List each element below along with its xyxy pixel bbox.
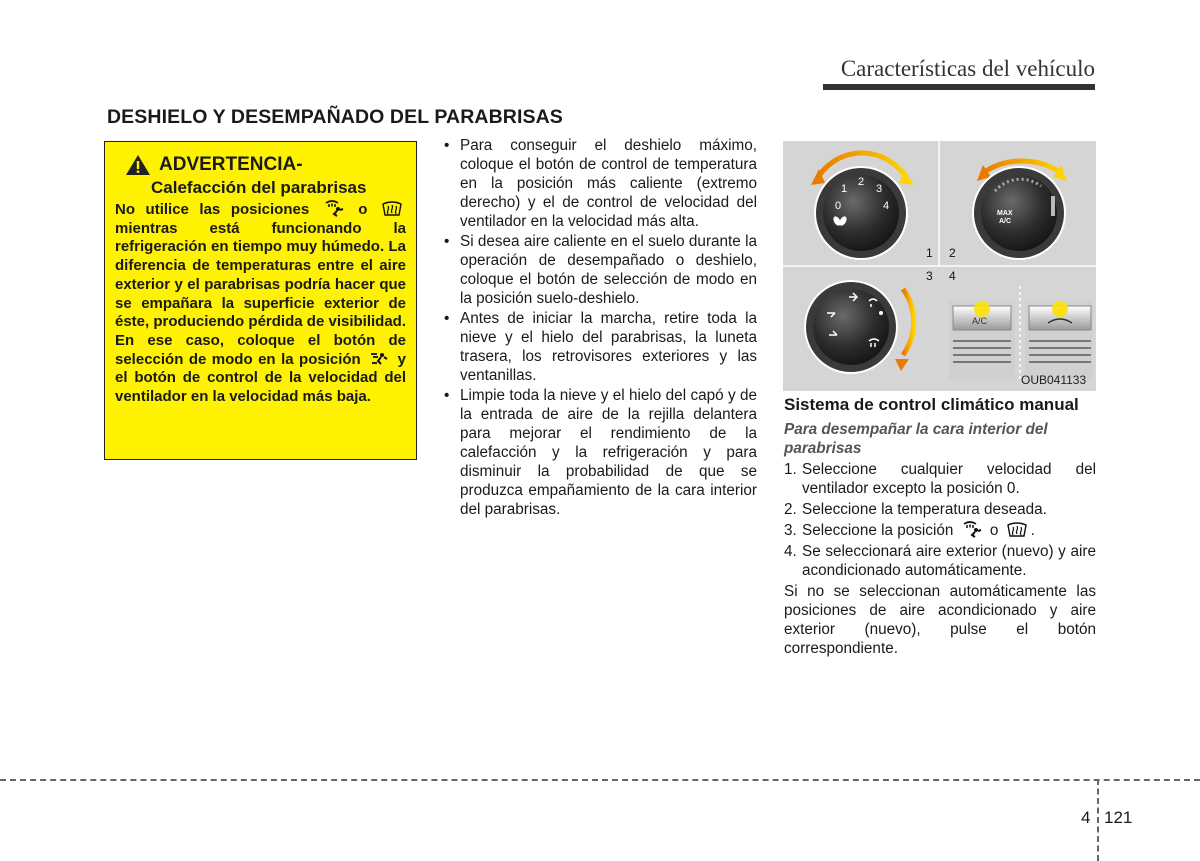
bullet-column [442, 136, 757, 520]
step-item [784, 542, 1096, 580]
ac-button-label: A/C [972, 316, 988, 326]
step-item [784, 500, 1096, 519]
step-text: Seleccione la temperatura deseada. [802, 501, 1047, 518]
warning-triangle-icon [125, 154, 151, 176]
step-number: 1. [784, 461, 797, 478]
footer-divider [1097, 779, 1099, 861]
indicator-light [974, 301, 990, 317]
bullet-item: • Para conseguir el deshielo máximo, coloque el botón de control de temperatura en la posición más caliente (extremo derecho) y el de control de velocidad del ventilador en la velocidad más alta. [442, 136, 757, 231]
step-text-end: . [1030, 522, 1035, 539]
arrow-down-head [895, 359, 909, 371]
step-text-or: o [989, 522, 999, 539]
fan-digit: 0 [835, 200, 842, 212]
bullet-item: • Limpie toda la nieve y el hielo del capó y de la entrada de aire de la rejilla delantera para mejorar el rendimiento de la calefacción y la refrigeración y para disminuir la probabilidad de que se produzca empañamiento de la cara interior del parabrisas. [442, 386, 757, 519]
page-number: 121 [1104, 808, 1133, 827]
header-rule [823, 84, 1095, 90]
bullet-item: • Antes de iniciar la marcha, retire toda la nieve y el hielo del parabrisas, la luneta trasera, los retrovisores exteriores y las ventanillas. [442, 309, 757, 385]
step-text: Se seleccionará aire exterior (nuevo) y aire acondicionado automáticamente. [802, 543, 1096, 579]
step-item [784, 460, 1096, 498]
manual-control-section [784, 395, 1096, 658]
fan-digit: 1 [841, 183, 848, 195]
step-text: Seleccione la posición [802, 522, 954, 539]
warning-text-or: o [358, 201, 368, 218]
warning-body [115, 200, 406, 407]
warning-heading [125, 154, 406, 176]
recirculation-button[interactable] [1025, 301, 1093, 381]
mode-selector-knob[interactable] [805, 281, 914, 373]
step-number: 3. [784, 522, 797, 539]
warning-text-1: No utilice las posiciones [115, 201, 310, 218]
warning-text-3: y el botón de control de la velocidad del ventilador en la velocidad más baja. [115, 350, 406, 406]
step-item [784, 521, 1096, 540]
warning-subtitle: Calefacción del parabrisas [151, 178, 367, 197]
chapter-number: 4 [1081, 808, 1091, 827]
fan-speed-knob[interactable] [811, 153, 913, 259]
ac-button[interactable] [949, 301, 1015, 381]
step-number: 4. [784, 543, 797, 560]
fan-digit: 4 [883, 200, 890, 212]
figure-code: OUB041133 [1021, 373, 1087, 387]
indicator-light [1052, 301, 1068, 317]
temperature-knob[interactable] [973, 161, 1067, 259]
bullet-list [442, 136, 757, 519]
warning-text-2: mientras está funcionando la refrigeración en tiempo muy húmedo. La diferencia de temperaturas entre el aire exterior y el parabrisas podría hacer que se empañara la superficie exterior de éste, produciendo pérdida de visibilidad. En ese caso, coloque el botón de selección de modo en la posición [115, 219, 406, 368]
figure-illustration [783, 141, 1096, 391]
steps-list [784, 460, 1096, 580]
fan-digit: 3 [876, 183, 883, 195]
defrost-floor-icon [323, 200, 345, 217]
quadrant-number: 2 [949, 246, 956, 260]
step-number: 2. [784, 501, 797, 518]
manual-heading: Sistema de control climático manual [784, 395, 1079, 414]
quadrant-number: 4 [949, 269, 956, 283]
step-text: Seleccione cualquier velocidad del ventilador excepto la posición 0. [802, 461, 1096, 497]
temperature-marker [1051, 196, 1055, 216]
bullet-item: • Si desea aire caliente en el suelo durante la operación de desempañado o deshielo, coloque el botón de selección de modo en la posición suelo-deshielo. [442, 232, 757, 308]
manual-note: Si no se seleccionan automáticamente las posiciones de aire acondicionado y aire exterior (nuevo), pulse el botón correspondiente. [784, 583, 1096, 657]
warning-dash: - [296, 154, 303, 175]
warning-box [104, 141, 417, 460]
floor-face-icon [369, 351, 389, 367]
quadrant-number: 1 [926, 246, 933, 260]
section-title: DESHIELO Y DESEMPAÑADO DEL PARABRISAS [107, 106, 563, 128]
quadrant-number: 3 [926, 269, 933, 283]
manual-subheading: Para desempañar la cara interior del parabrisas [784, 421, 1048, 457]
defrost-floor-icon [961, 521, 983, 538]
windshield-defrost-icon [381, 200, 403, 217]
ac-label: A/C [999, 218, 1012, 225]
warning-title: ADVERTENCIA [159, 154, 297, 175]
climate-control-figure [783, 141, 1096, 391]
windshield-defrost-icon [1006, 521, 1028, 538]
max-label: MAX [997, 210, 1013, 217]
running-head: Características del vehículo [840, 56, 1095, 81]
footer-rule [0, 779, 1200, 781]
fan-digit: 2 [858, 176, 865, 188]
